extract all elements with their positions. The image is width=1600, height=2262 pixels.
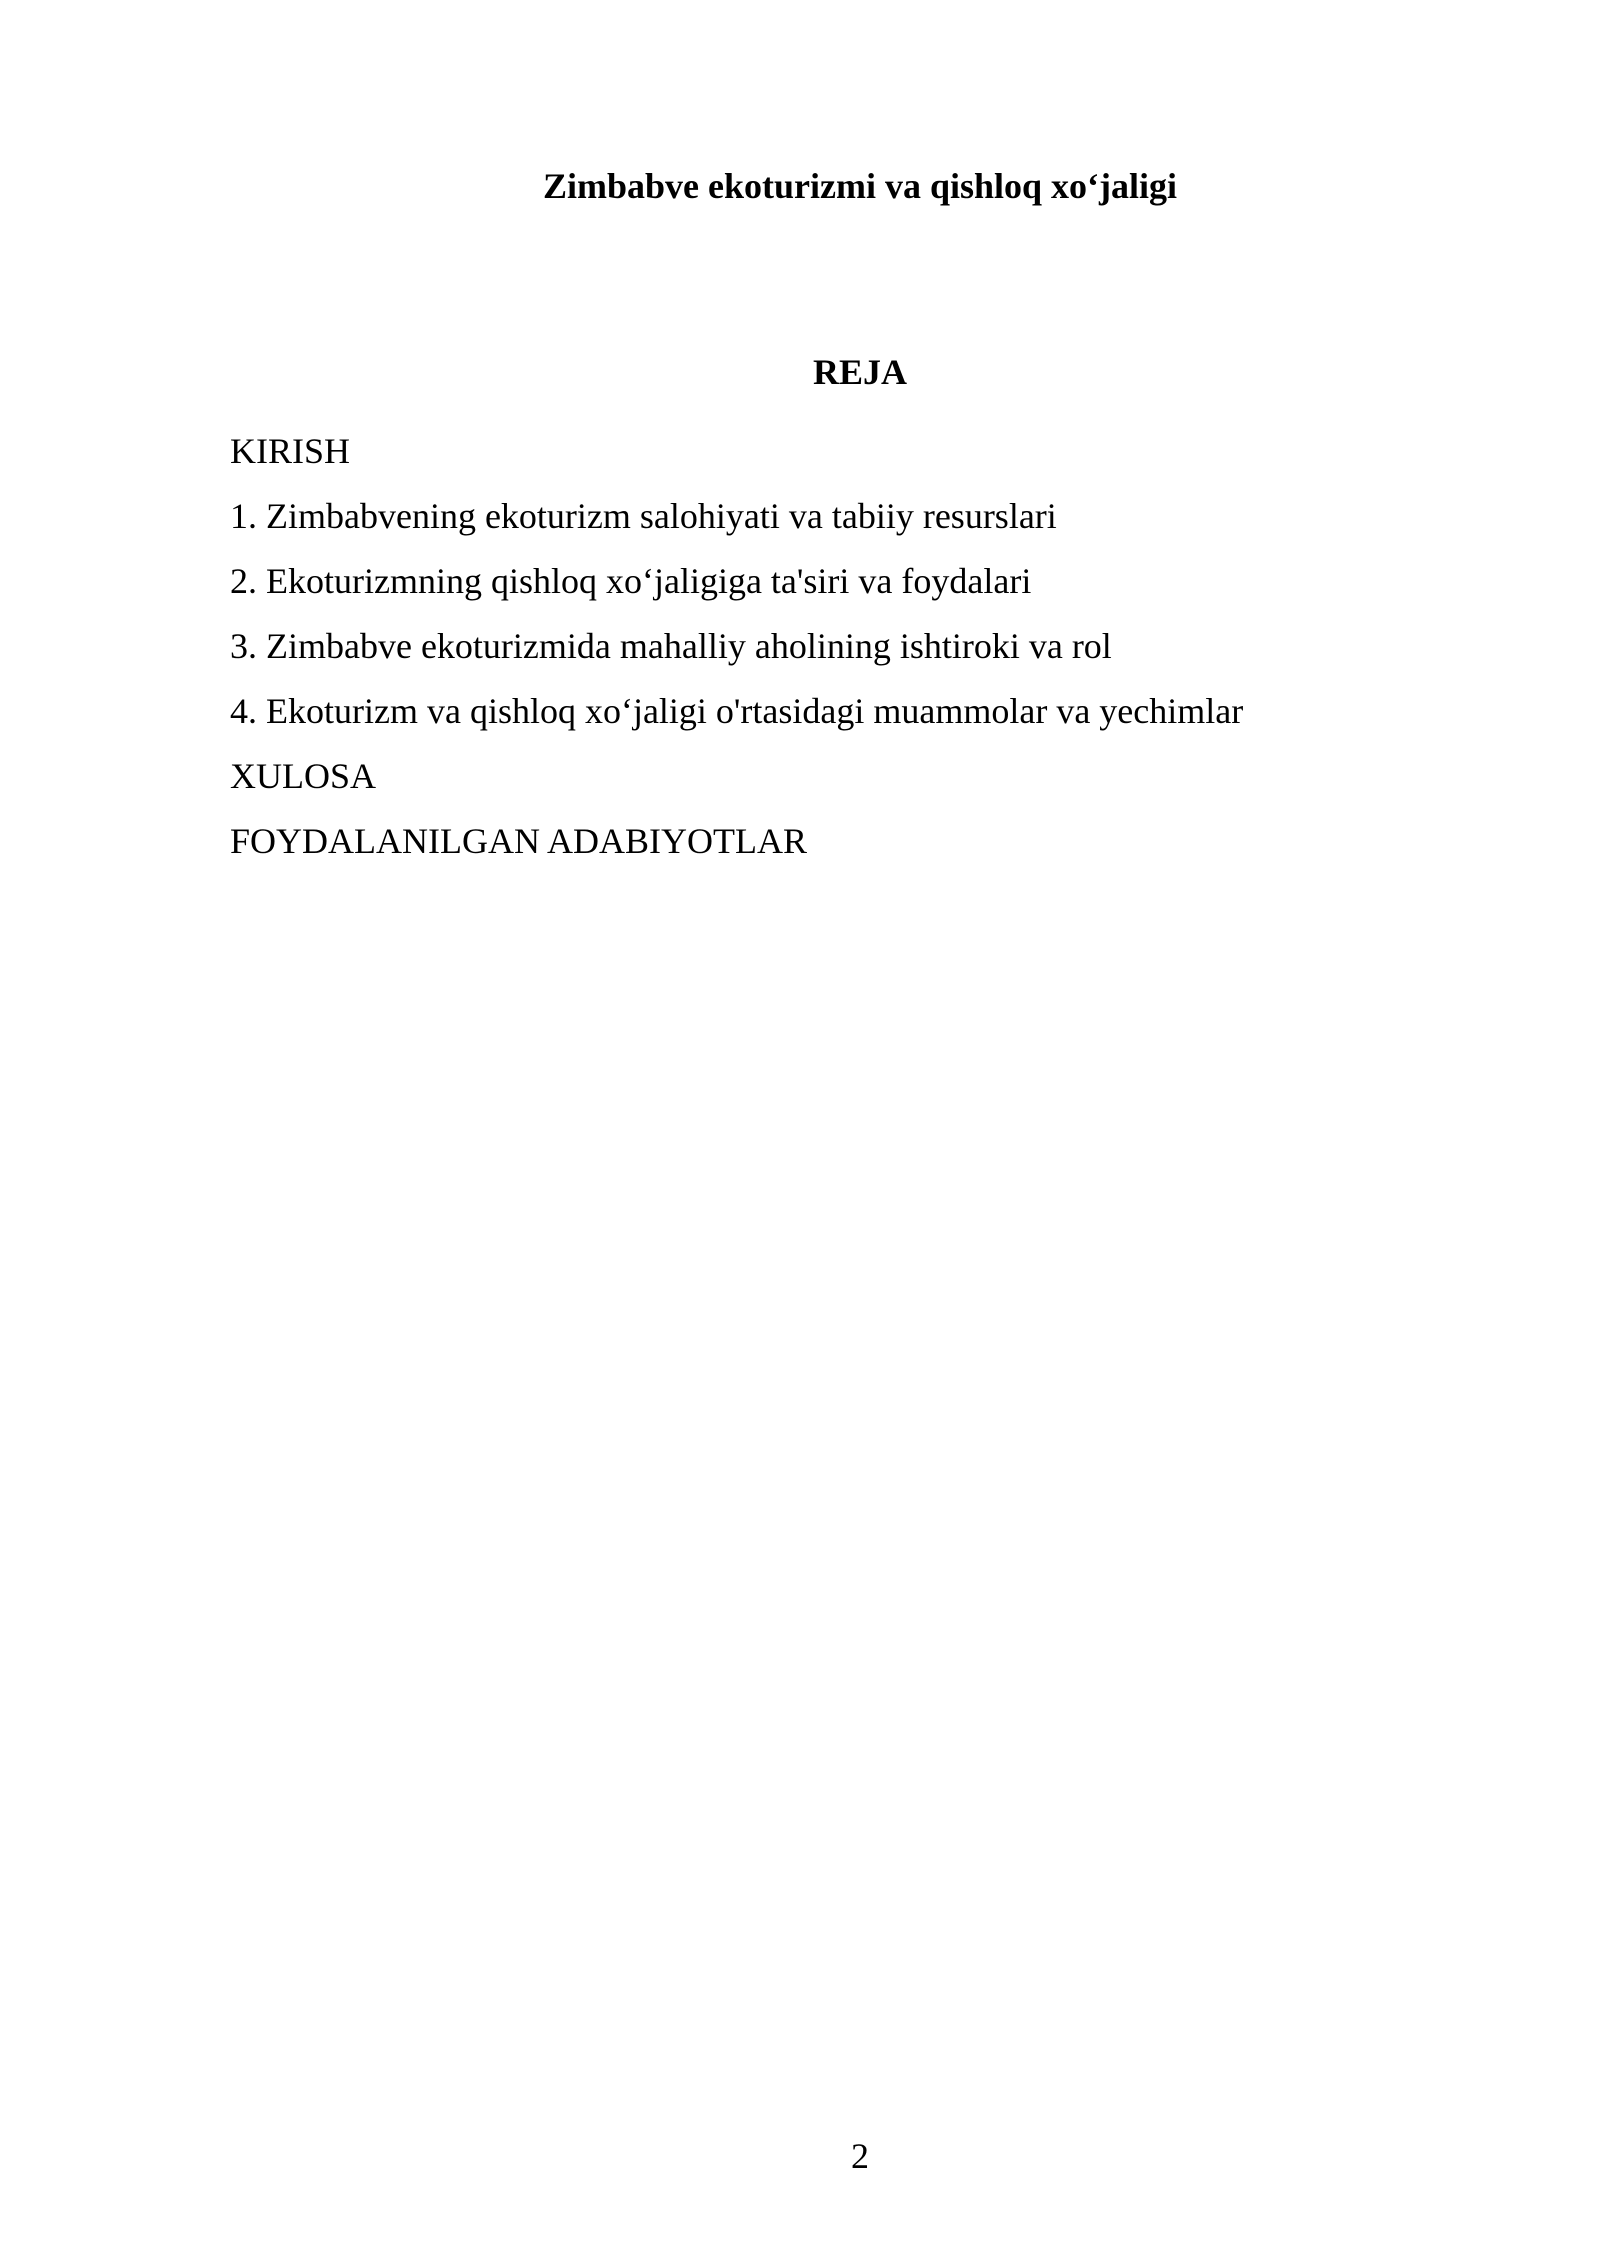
plan-item-introduction: KIRISH bbox=[230, 431, 351, 471]
plan-item-conclusion: XULOSA bbox=[230, 756, 377, 796]
plan-list bbox=[230, 419, 1243, 874]
plan-heading: REJA bbox=[812, 352, 907, 392]
plan-item-2: 2. Ekoturizmning qishloq xo‘jaligiga ta'siri va foydalari bbox=[230, 561, 1032, 601]
page-number: 2 bbox=[851, 2136, 869, 2176]
plan-item-references: FOYDALANILGAN ADABIYOTLAR bbox=[230, 821, 807, 861]
plan-item-1: 1. Zimbabvening ekoturizm salohiyati va tabiiy resurslari bbox=[230, 496, 1057, 536]
plan-item-4: 4. Ekoturizm va qishloq xo‘jaligi o'rtasidagi muammolar va yechimlar bbox=[230, 691, 1244, 731]
plan-item-3: 3. Zimbabve ekoturizmida mahalliy aholining ishtiroki va rol bbox=[230, 626, 1112, 666]
document-title: Zimbabve ekoturizmi va qishloq xo‘jaligi bbox=[542, 166, 1178, 206]
